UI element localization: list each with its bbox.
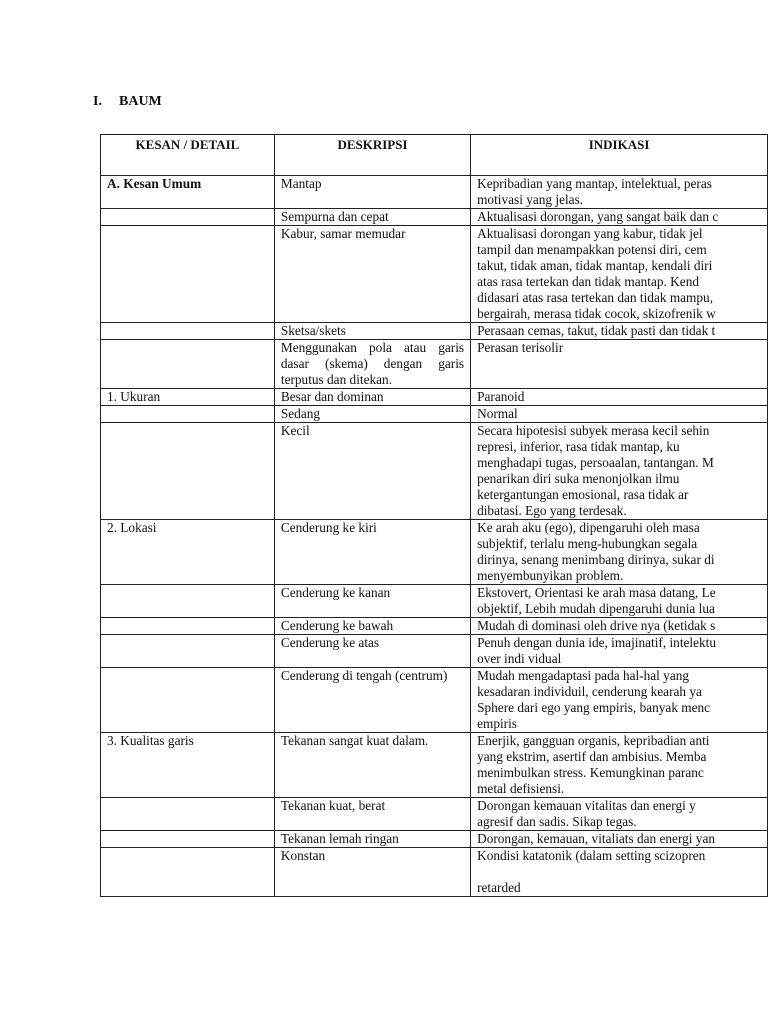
table-row [101, 406, 768, 423]
row-indikasi [471, 635, 768, 668]
indikasi-line: Ekstovert, Orientasi ke arah masa datang, Le [477, 585, 716, 600]
indikasi-line: menyembunyikan problem. [477, 568, 624, 583]
indikasi-line: dirinya, senang menimbang dirinya, sukar di [477, 552, 715, 567]
row-indikasi [471, 831, 768, 848]
row-indikasi [471, 798, 768, 831]
row-category [101, 848, 275, 897]
table-row [101, 209, 768, 226]
table-header-row [101, 135, 768, 176]
row-category [101, 635, 275, 668]
row-indikasi [471, 423, 768, 520]
indikasi-line: Mudah di dominasi oleh drive nya (ketidak s [477, 618, 716, 633]
indikasi-line: Paranoid [477, 389, 525, 404]
row-deskripsi: Konstan [274, 848, 470, 897]
table-row [101, 668, 768, 733]
row-deskripsi: Sempurna dan cepat [274, 209, 470, 226]
row-indikasi [471, 389, 768, 406]
row-deskripsi: Kabur, samar memudar [274, 226, 470, 323]
row-deskripsi: Sedang [274, 406, 470, 423]
row-indikasi [471, 668, 768, 733]
indikasi-line: retarded [477, 880, 521, 895]
row-deskripsi: Cenderung ke bawah [274, 618, 470, 635]
row-category [101, 831, 275, 848]
header-indikasi: INDIKASI [471, 135, 768, 176]
table-row [101, 831, 768, 848]
table-row [101, 389, 768, 406]
indikasi-line: kesadaran individuil, cenderung kearah ya [477, 684, 702, 699]
row-indikasi [471, 176, 768, 209]
row-category: A. Kesan Umum [101, 176, 275, 209]
indikasi-line: menimbulkan stress. Kemungkinan paranc [477, 765, 704, 780]
indikasi-line: dibatasi. Ego yang terdesak. [477, 503, 627, 518]
row-deskripsi: Tekanan lemah ringan [274, 831, 470, 848]
row-category [101, 406, 275, 423]
section-title: BAUM [119, 94, 162, 109]
indikasi-line: Perasan terisolir [477, 340, 564, 355]
row-indikasi [471, 585, 768, 618]
table-row [101, 585, 768, 618]
indikasi-line: Kondisi katatonik (dalam setting scizopren [477, 848, 706, 863]
indikasi-line: ketergantungan emosional, rasa tidak ar [477, 487, 689, 502]
indikasi-line: Aktualisasi dorongan, yang sangat baik dan c [477, 209, 719, 224]
row-indikasi [471, 226, 768, 323]
interpretation-table [100, 134, 768, 897]
indikasi-line: Penuh dengan dunia ide, imajinatif, intelektu [477, 635, 717, 650]
row-deskripsi: Menggunakan pola atau garis dasar (skema) dengan garis terputus dan ditekan. [274, 340, 470, 389]
row-category [101, 423, 275, 520]
table-row [101, 323, 768, 340]
indikasi-line: Aktualisasi dorongan yang kabur, tidak jel [477, 226, 703, 241]
indikasi-line [477, 864, 761, 880]
row-category [101, 668, 275, 733]
row-indikasi [471, 733, 768, 798]
indikasi-line: Secara hipotesisi subyek merasa kecil sehin [477, 423, 710, 438]
indikasi-line: over indi vidual [477, 651, 562, 666]
row-deskripsi: Tekanan sangat kuat dalam. [274, 733, 470, 798]
indikasi-line: metal defisiensi. [477, 781, 565, 796]
indikasi-line: tampil dan menampakkan potensi diri, cem [477, 242, 707, 257]
row-deskripsi: Cenderung ke kanan [274, 585, 470, 618]
row-category [101, 226, 275, 323]
indikasi-line: Kepribadian yang mantap, intelektual, peras [477, 176, 712, 191]
indikasi-line: represi, inferior, rasa tidak mantap, ku [477, 439, 680, 454]
indikasi-line: atas rasa tertekan dan tidak mantap. Kend [477, 274, 699, 289]
row-deskripsi: Sketsa/skets [274, 323, 470, 340]
indikasi-line: Enerjik, gangguan organis, kepribadian anti [477, 733, 710, 748]
row-category [101, 798, 275, 831]
table-row [101, 340, 768, 389]
table-row [101, 176, 768, 209]
indikasi-line: penarikan diri suka menonjolkan ilmu [477, 471, 680, 486]
row-indikasi [471, 618, 768, 635]
indikasi-line: subjektif, terlalu meng-hubungkan segala [477, 536, 698, 551]
section-number: I. [93, 94, 102, 109]
header-deskripsi: DESKRIPSI [274, 135, 470, 176]
row-category: 3. Kualitas garis [101, 733, 275, 798]
row-deskripsi: Mantap [274, 176, 470, 209]
indikasi-line: Mudah mengadaptasi pada hal-hal yang [477, 668, 690, 683]
row-category [101, 209, 275, 226]
row-deskripsi: Cenderung ke atas [274, 635, 470, 668]
indikasi-line: agresif dan sadis. Sikap tegas. [477, 814, 637, 829]
row-deskripsi: Besar dan dominan [274, 389, 470, 406]
row-deskripsi: Tekanan kuat, berat [274, 798, 470, 831]
indikasi-line: Dorongan kemauan vitalitas dan energi y [477, 798, 696, 813]
indikasi-line: Sphere dari ego yang empiris, banyak menc [477, 700, 711, 715]
row-category [101, 323, 275, 340]
row-deskripsi: Cenderung di tengah (centrum) [274, 668, 470, 733]
table-row [101, 848, 768, 897]
table-row [101, 618, 768, 635]
row-indikasi [471, 323, 768, 340]
row-deskripsi: Kecil [274, 423, 470, 520]
indikasi-line: didasari atas rasa tertekan dan tidak mampu, [477, 290, 714, 305]
indikasi-line: Perasaan cemas, takut, tidak pasti dan tidak t [477, 323, 716, 338]
indikasi-line: takut, tidak aman, tidak mantap, kendali diri [477, 258, 713, 273]
row-category [101, 340, 275, 389]
indikasi-line: empiris [477, 716, 517, 731]
row-indikasi [471, 520, 768, 585]
indikasi-line: motivasi yang jelas. [477, 192, 584, 207]
row-category [101, 618, 275, 635]
indikasi-line: yang ekstrim, asertif dan ambisius. Memba [477, 749, 707, 764]
row-category: 1. Ukuran [101, 389, 275, 406]
row-category: 2. Lokasi [101, 520, 275, 585]
table-row [101, 798, 768, 831]
row-indikasi [471, 340, 768, 389]
row-indikasi [471, 848, 768, 897]
table-row [101, 226, 768, 323]
indikasi-line: Ke arah aku (ego), dipengaruhi oleh masa [477, 520, 700, 535]
table-body [101, 176, 768, 897]
indikasi-line: objektif, Lebih mudah dipengaruhi dunia lua [477, 601, 715, 616]
row-category [101, 585, 275, 618]
table-row [101, 423, 768, 520]
table-row [101, 733, 768, 798]
table-row [101, 520, 768, 585]
row-deskripsi: Cenderung ke kiri [274, 520, 470, 585]
indikasi-line: bergairah, merasa tidak cocok, skizofrenik w [477, 306, 716, 321]
indikasi-line: Normal [477, 406, 518, 421]
indikasi-line: Dorongan, kemauan, vitaliats dan energi yan [477, 831, 716, 846]
table-row [101, 635, 768, 668]
indikasi-line: menghadapi tugas, persoaalan, tantangan. M [477, 455, 714, 470]
header-kesan-detail: KESAN / DETAIL [101, 135, 275, 176]
row-indikasi [471, 209, 768, 226]
row-indikasi [471, 406, 768, 423]
